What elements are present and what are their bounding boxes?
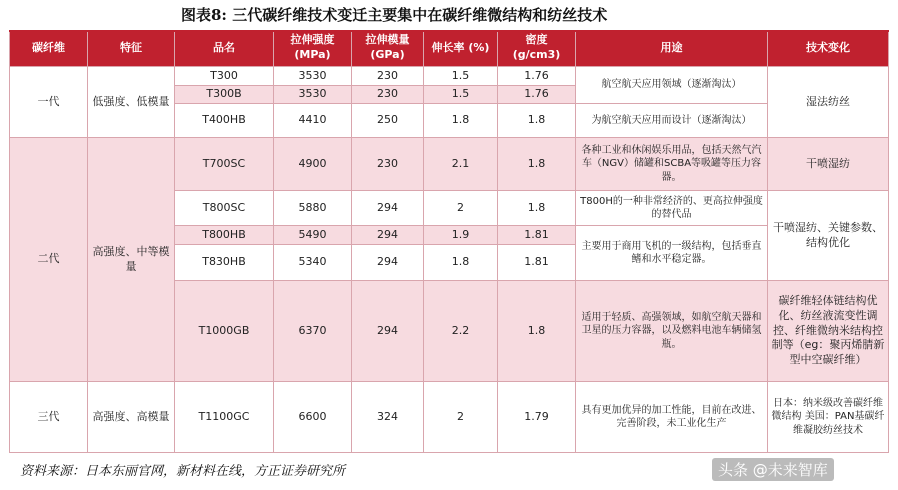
table-cell: 1.8: [498, 281, 576, 382]
header-gen: 碳纤维: [9, 30, 88, 67]
gen3-name: 三代: [9, 382, 88, 453]
table-cell: 1.8: [498, 104, 576, 138]
watermark: 头条 @未来智库: [712, 458, 834, 481]
source-note: 资料来源：日本东丽官网，新材料在线，方正证券研究所: [20, 464, 346, 479]
gen2-tech-b: 干喷湿纺、关键参数、结构优化: [768, 191, 889, 281]
table-cell: 230: [352, 67, 424, 86]
data-table: [9, 30, 889, 453]
table-cell: 294: [352, 281, 424, 382]
table-cell: 1.9: [424, 226, 498, 245]
gen2-tech-c: 碳纤维轻体链结构优化、纺丝液流变性调控、纤维微纳米结构控制等（eg：聚丙烯腈新型中空碳纤维）: [768, 281, 889, 382]
table-cell: 294: [352, 245, 424, 281]
table-cell: 6600: [274, 382, 352, 453]
table-cell: T400HB: [175, 104, 274, 138]
table-cell: 2: [424, 191, 498, 226]
gen2-feature: 高强度、中等模量: [88, 138, 175, 382]
gen3-tech: 日本：纳米级改善碳纤维微结构 美国：PAN基碳纤维凝胶纺丝技术: [768, 382, 889, 453]
table-cell: T300B: [175, 86, 274, 104]
gen1-name: 一代: [9, 67, 88, 138]
usage-cell: 航空航天应用领域（逐渐淘汰）: [576, 67, 768, 104]
header-tech-change: 技术变化: [768, 30, 889, 67]
table-cell: 324: [352, 382, 424, 453]
table-cell: 1.81: [498, 226, 576, 245]
header-feature: 特征: [88, 30, 175, 67]
table-cell: 1.8: [424, 245, 498, 281]
page-title: 图表8: 三代碳纤维技术变迁主要集中在碳纤维微结构和纺丝技术: [181, 6, 608, 24]
table-cell: 230: [352, 138, 424, 191]
table-cell: 1.5: [424, 86, 498, 104]
table-cell: 4900: [274, 138, 352, 191]
table-cell: 1.5: [424, 67, 498, 86]
table-cell: T700SC: [175, 138, 274, 191]
gen2-name: 二代: [9, 138, 88, 382]
table-cell: 1.8: [498, 191, 576, 226]
header-product: 品名: [175, 30, 274, 67]
table-cell: 3530: [274, 67, 352, 86]
gen1-feature: 低强度、低模量: [88, 67, 175, 138]
header-tensile-strength: 拉伸强度 (MPa): [274, 30, 352, 67]
header-elongation: 伸长率 (%): [424, 30, 498, 67]
usage-cell: 为航空航天应用而设计（逐渐淘汰）: [576, 104, 768, 138]
table-cell: 5490: [274, 226, 352, 245]
usage-cell: 具有更加优异的加工性能，目前在改进、完善阶段，未工业化生产: [576, 382, 768, 453]
header-tensile-modulus: 拉伸模量 (GPa): [352, 30, 424, 67]
gen2-tech-a: 干喷湿纺: [768, 138, 889, 191]
table-cell: 2.2: [424, 281, 498, 382]
header-top-rule: [9, 30, 889, 32]
usage-cell: T800H的一种非常经济的、更高拉伸强度的替代品: [576, 191, 768, 226]
table-cell: 1.8: [424, 104, 498, 138]
table-cell: 3530: [274, 86, 352, 104]
table-cell: 294: [352, 226, 424, 245]
table-cell: 2: [424, 382, 498, 453]
table-cell: T800HB: [175, 226, 274, 245]
table-cell: T800SC: [175, 191, 274, 226]
table-cell: 1.79: [498, 382, 576, 453]
header-usage: 用途: [576, 30, 768, 67]
table-cell: T1000GB: [175, 281, 274, 382]
table-cell: 294: [352, 191, 424, 226]
usage-cell: 适用于轻质、高强领域，如航空航天器和卫星的压力容器，以及燃料电池车辆储氢瓶。: [576, 281, 768, 382]
gen1-tech: 湿法纺丝: [768, 67, 889, 138]
table-cell: 1.81: [498, 245, 576, 281]
table-cell: T1100GC: [175, 382, 274, 453]
table-cell: 5880: [274, 191, 352, 226]
gen3-feature: 高强度、高模量: [88, 382, 175, 453]
table-cell: 1.76: [498, 86, 576, 104]
table-cell: 1.76: [498, 67, 576, 86]
table-cell: 5340: [274, 245, 352, 281]
usage-cell: 各种工业和休闲娱乐用品，包括天然气汽车（NGV）储罐和SCBA等吸罐等压力容器。: [576, 138, 768, 191]
table-cell: 250: [352, 104, 424, 138]
table-cell: 6370: [274, 281, 352, 382]
header-density: 密度 (g/cm3): [498, 30, 576, 67]
table-cell: 230: [352, 86, 424, 104]
table-cell: 4410: [274, 104, 352, 138]
table-cell: 1.8: [498, 138, 576, 191]
usage-cell: 主要用于商用飞机的一级结构，包括垂直鳍和水平稳定器。: [576, 226, 768, 281]
table-cell: T830HB: [175, 245, 274, 281]
table-cell: 2.1: [424, 138, 498, 191]
table-cell: T300: [175, 67, 274, 86]
